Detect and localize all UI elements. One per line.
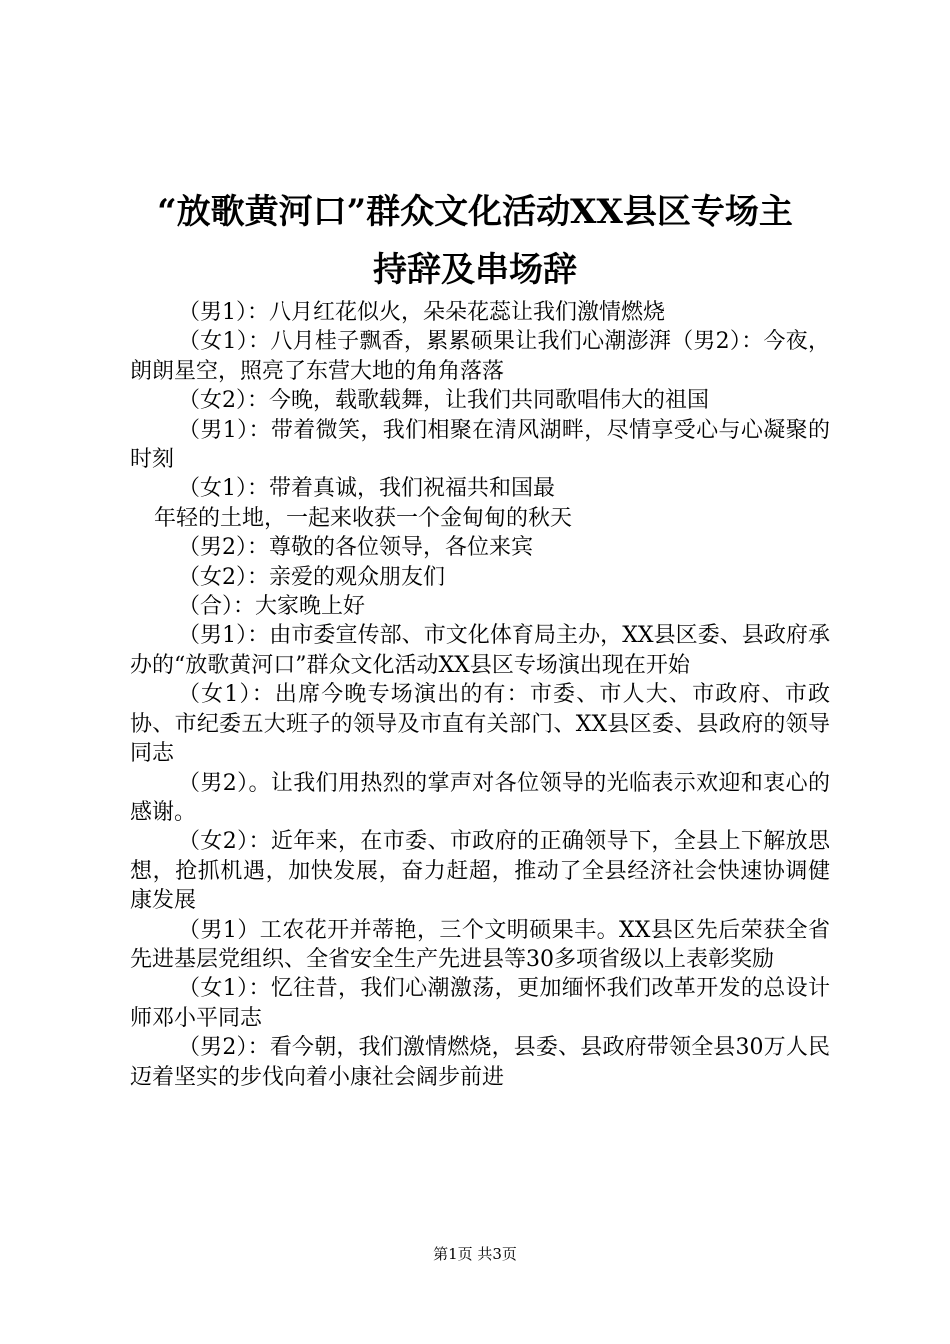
paragraph: （合）：大家晚上好 [178,594,366,620]
document-title-line-2: 持辞及串场辞 [373,250,577,290]
paragraph: （男2）：看今朝，我们激情燃烧，县委、县政府带领全县30万人民迈着坚实的步伐向着小康社会阔步前进 [130,1035,830,1090]
paragraph: （女2）：近年来，在市委、市政府的正确领导下，全县上下解放思想，抢抓机遇，加快发展，奋力赶超，推动了全县经济社会快速协调健康发展 [130,829,830,914]
paragraph: （男2）。让我们用热烈的掌声对各位领导的光临表示欢迎和衷心的感谢。 [130,770,830,825]
paragraph: （女1）：带着真诚，我们祝福共和国最 [178,476,555,502]
document-body [130,298,830,1092]
page-number-footer: 第1页 共3页 [433,1245,517,1263]
paragraph: （女1）：忆往昔，我们心潮激荡，更加缅怀我们改革开发的总设计师邓小平同志 [130,976,830,1031]
paragraph: （女2）：今晚，载歌载舞，让我们共同歌唱伟大的祖国 [178,388,709,414]
document-title-line-1: “放歌黄河口”群众文化活动XX县区专场主 [157,192,793,232]
paragraph: （男1）：带着微笑，我们相聚在清风湖畔，尽情享受心与心凝聚的时刻 [130,417,830,473]
paragraph: （女2）：亲爱的观众朋友们 [178,564,445,590]
paragraph: （男1）：由市委宣传部、市文化体育局主办，XX县区委、县政府承办的“放歌黄河口”群众文化活动XX县区专场演出现在开始 [130,623,830,678]
paragraph: （女1）：出席今晚专场演出的有：市委、市人大、市政府、市政协、市纪委五大班子的领导及市直有关部门、XX县区委、县政府的领导同志 [130,682,830,767]
paragraph: （男2）：尊敬的各位领导，各位来宾 [178,535,533,561]
paragraph: （男1）工农花开并蒂艳，三个文明硕果丰。XX县区先后荣获全省先进基层党组织、全省安全生产先进县等30多项省级以上表彰奖励 [130,917,830,972]
paragraph: （女1）：八月桂子飘香，累累硕果让我们心潮澎湃（男2）：今夜，朗朗星空，照亮了东营大地的角角落落 [130,329,830,384]
paragraph: （男1）：八月红花似火，朵朵花蕊让我们激情燃烧 [178,300,665,325]
paragraph: 年轻的土地，一起来收获一个金甸甸的秋天 [154,505,573,531]
